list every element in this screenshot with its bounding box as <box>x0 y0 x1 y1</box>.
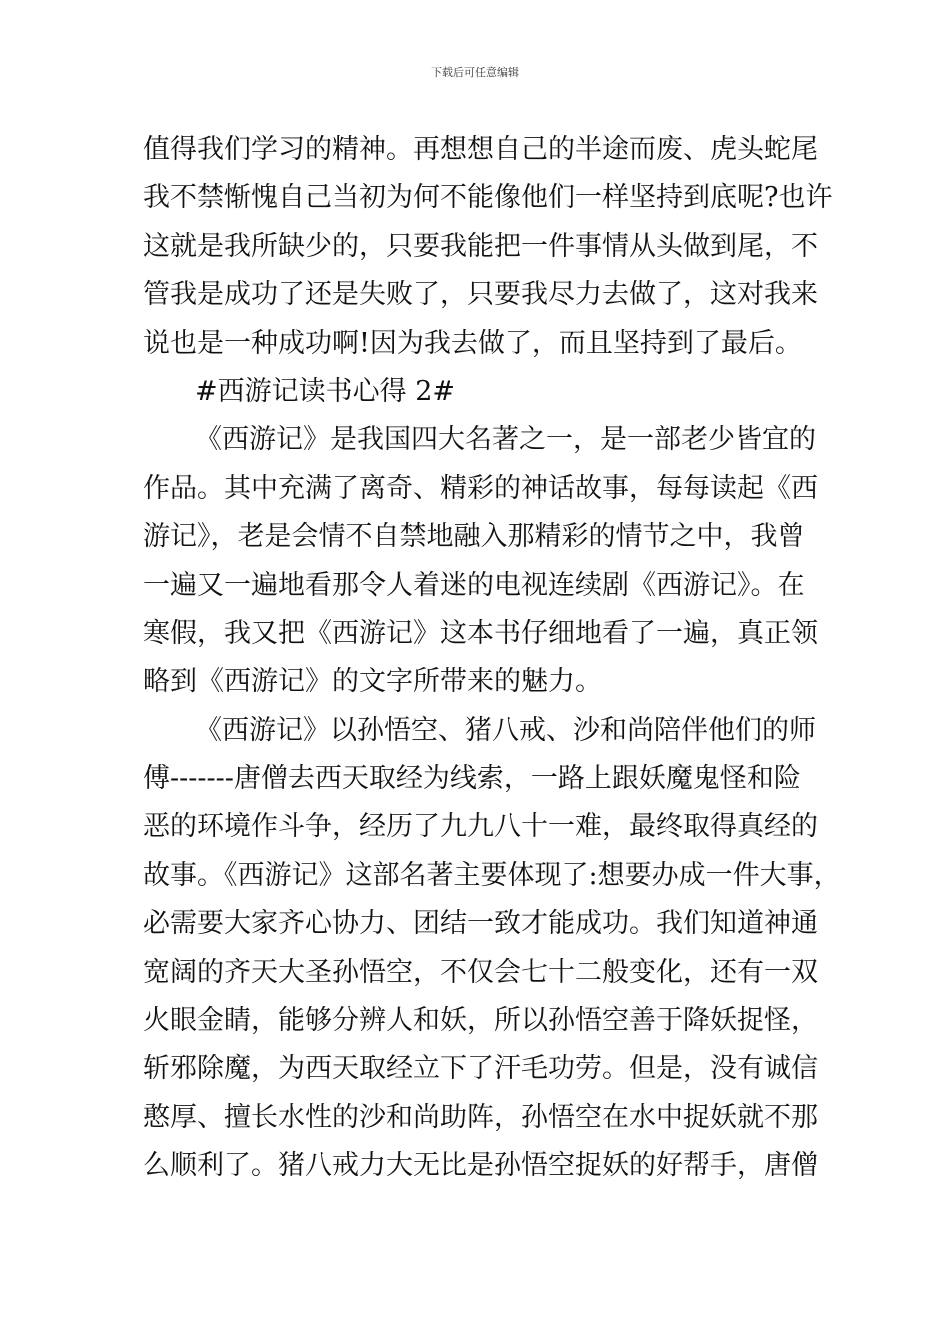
section-heading: #西游记读书心得 2# <box>195 375 456 407</box>
text-line: 作品。其中充满了离奇、精彩的神话故事，每每读起《西 <box>143 472 818 504</box>
text-line: 我不禁惭愧自己当初为何不能像他们一样坚持到底呢?也许 <box>143 182 833 214</box>
text-line: 管我是成功了还是失败了，只要我尽力去做了，这对我来 <box>143 279 818 311</box>
text-line: 憨厚、擅长水性的沙和尚助阵，孙悟空在水中捉妖就不那 <box>143 1101 818 1133</box>
text-line: 略到《西游记》的文字所带来的魅力。 <box>143 666 602 698</box>
text-line: 故事。《西游记》这部名著主要体现了:想要办成一件大事， <box>143 859 841 891</box>
text-line: 火眼金睛，能够分辨人和妖，所以孙悟空善于降妖捉怪， <box>143 1005 818 1037</box>
text-line: 说也是一种成功啊!因为我去做了，而且坚持到了最后。 <box>143 327 802 359</box>
text-line: 寒假，我又把《西游记》这本书仔细地看了一遍，真正领 <box>143 617 818 649</box>
text-line: 一遍又一遍地看那令人着迷的电视连续剧《西游记》。在 <box>143 569 805 601</box>
text-line: 游记》，老是会情不自禁地融入那精彩的情节之中，我曾 <box>143 521 805 553</box>
text-line: 傅-------唐僧去西天取经为线索，一路上跟妖魔鬼怪和险 <box>143 763 801 795</box>
text-line: 斩邪除魔，为西天取经立下了汗毛功劳。但是，没有诚信 <box>143 1053 818 1085</box>
text-line: 值得我们学习的精神。再想想自己的半途而废、虎头蛇尾 <box>143 134 818 165</box>
page-header: 下载后可任意编辑 <box>431 66 519 79</box>
text-line: 这就是我所缺少的，只要我能把一件事情从头做到尾，不 <box>143 230 818 262</box>
text-line: 宽阔的齐天大圣孙悟空，不仅会七十二般变化，还有一双 <box>143 956 818 988</box>
document-body <box>143 126 841 1191</box>
text-line: 恶的环境作斗争，经历了九九八十一难，最终取得真经的 <box>143 811 818 843</box>
text-line: 么顺利了。猪八戒力大无比是孙悟空捉妖的好帮手，唐僧 <box>143 1150 818 1182</box>
text-line: 《西游记》以孙悟空、猪八戒、沙和尚陪伴他们的师 <box>195 714 816 746</box>
text-line: 《西游记》是我国四大名著之一，是一部老少皆宜的 <box>195 424 816 456</box>
text-line: 必需要大家齐心协力、团结一致才能成功。我们知道神通 <box>143 908 818 940</box>
